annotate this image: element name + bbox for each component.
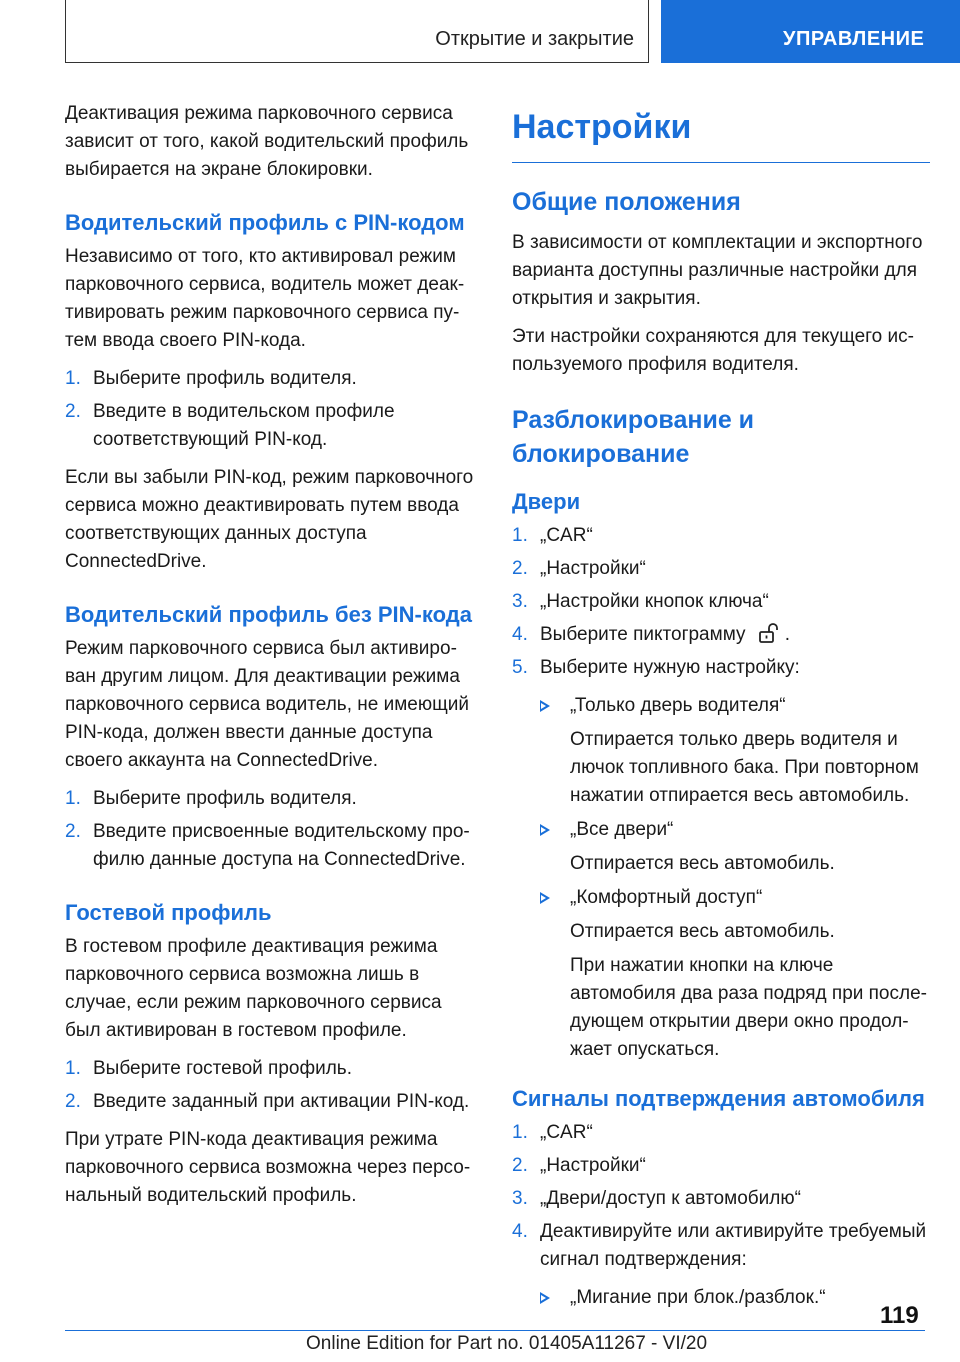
left-column bbox=[65, 100, 477, 1220]
unlock-icon bbox=[757, 622, 779, 644]
option-all-doors-desc: Отпирается весь автомобиль. bbox=[570, 853, 835, 874]
guest-profile-text: В гостевом профиле деактивация режима парковочного сервиса возможна лишь в случае, если режим парковочного сервиса был активирован в гостевом профиле. bbox=[65, 936, 442, 1041]
signals-steps-list bbox=[512, 1119, 930, 1274]
pin-profile-heading: Водительский профиль с PIN-кодом bbox=[65, 210, 465, 235]
list-item: 2. Введите в водительском профиле соответствующий PIN-код. bbox=[65, 401, 395, 450]
list-item: 4. Деактивируйте или активируйте требуемый сигнал подтверждения: bbox=[512, 1221, 927, 1270]
guest-profile-heading: Гостевой профиль bbox=[65, 900, 272, 925]
header-section-box bbox=[65, 0, 649, 63]
nopin-profile-heading: Водительский профиль без PIN-кода bbox=[65, 602, 472, 627]
list-item: 1. „CAR“ bbox=[512, 1122, 593, 1143]
general-heading: Общие положения bbox=[512, 188, 741, 216]
list-item: 2. „Настройки“ bbox=[512, 1155, 646, 1176]
list-item: 2. „Настройки“ bbox=[512, 558, 646, 579]
section-title: Открытие и закрытие bbox=[435, 28, 634, 50]
triangle-bullet-icon bbox=[540, 700, 550, 712]
pin-steps-list bbox=[65, 365, 477, 454]
unlock-heading: Разблокирование и блокирование bbox=[512, 406, 755, 468]
nopin-profile-text: Режим парковочного сервиса был активирован другим лицом. Для деактивации режима парковочного сервиса водитель, не имеющий PIN-кода, должен ввести данные доступа своего аккаунта на ConnectedDrive. bbox=[65, 638, 469, 771]
list-item: 1. „CAR“ bbox=[512, 525, 593, 546]
list-item: 3. „Двери/доступ к автомобилю“ bbox=[512, 1188, 801, 1209]
edition-note: Online Edition for Part no. 01405A11267 - VI/20 bbox=[306, 1333, 708, 1354]
general-paragraph-1: В зависимости от комплектации и экспортного варианта доступны различные настройки для открытия и закрытия. bbox=[512, 232, 923, 309]
list-item: 2. Введите заданный при активации PIN-код. bbox=[65, 1091, 470, 1112]
option-driver-door-desc: Отпирается только дверь водителя и лючок топливного бака. При повторном нажатии отпирается весь автомобиль. bbox=[570, 729, 919, 806]
list-item: 1. Выберите гостевой профиль. bbox=[65, 1058, 352, 1079]
guest-steps-list bbox=[65, 1055, 477, 1116]
option-driver-door: „Только дверь водителя“ bbox=[512, 692, 930, 720]
triangle-bullet-icon bbox=[540, 892, 550, 904]
doors-heading: Двери bbox=[512, 489, 581, 514]
triangle-bullet-icon bbox=[540, 1292, 550, 1304]
page-number: 119 bbox=[880, 1302, 919, 1329]
footer-divider bbox=[65, 1330, 925, 1331]
list-item: 1. Выберите профиль водителя. bbox=[65, 788, 357, 809]
option-comfort-access-desc-2: При нажатии кнопки на ключе автомобиля два раза подряд при последующем открытии двери окно продолжает опускаться. bbox=[570, 955, 927, 1060]
list-item: 4. Выберите пиктограмму . bbox=[512, 624, 791, 645]
right-column bbox=[512, 100, 930, 1318]
option-comfort-access: „Комфортный доступ“ bbox=[512, 884, 930, 912]
signals-heading: Сигналы подтверждения автомобиля bbox=[512, 1086, 925, 1111]
option-all-doors: „Все двери“ bbox=[512, 816, 930, 844]
list-item: 2. Введите присвоенные водительскому профилю данные доступа на ConnectedDrive. bbox=[65, 821, 470, 870]
intro-paragraph: Деактивация режима парковочного сервиса зависит от того, какой водительский профиль выбирается на экране блокировки. bbox=[65, 103, 469, 180]
header-chapter-box bbox=[661, 0, 960, 63]
nopin-steps-list bbox=[65, 785, 477, 874]
guest-note: При утрате PIN-кода деактивация режима парковочного сервиса возможна через персональный водительский профиль. bbox=[65, 1129, 471, 1206]
doors-steps-list bbox=[512, 522, 930, 682]
general-paragraph-2: Эти настройки сохраняются для текущего используемого профиля водителя. bbox=[512, 326, 914, 375]
option-flash-signal: „Мигание при блок./разблок.“ bbox=[512, 1284, 930, 1312]
list-item: 1. Выберите профиль водителя. bbox=[65, 368, 357, 389]
option-comfort-access-desc-1: Отпирается весь автомобиль. bbox=[570, 921, 835, 942]
pin-profile-text: Независимо от того, кто активировал режим парковочного сервиса, водитель может деактивировать режим парковочного сервиса путем ввода своего PIN-кода. bbox=[65, 246, 465, 351]
settings-title: Настройки bbox=[512, 104, 930, 163]
list-item: 5. Выберите нужную настройку: bbox=[512, 657, 800, 678]
pin-note: Если вы забыли PIN-код, режим парковочного сервиса можно деактивировать путем ввода соответствующих данных доступа ConnectedDrive. bbox=[65, 467, 474, 572]
list-item: 3. „Настройки кнопок ключа“ bbox=[512, 591, 769, 612]
chapter-title: УПРАВЛЕНИЕ bbox=[783, 28, 925, 50]
triangle-bullet-icon bbox=[540, 824, 550, 836]
